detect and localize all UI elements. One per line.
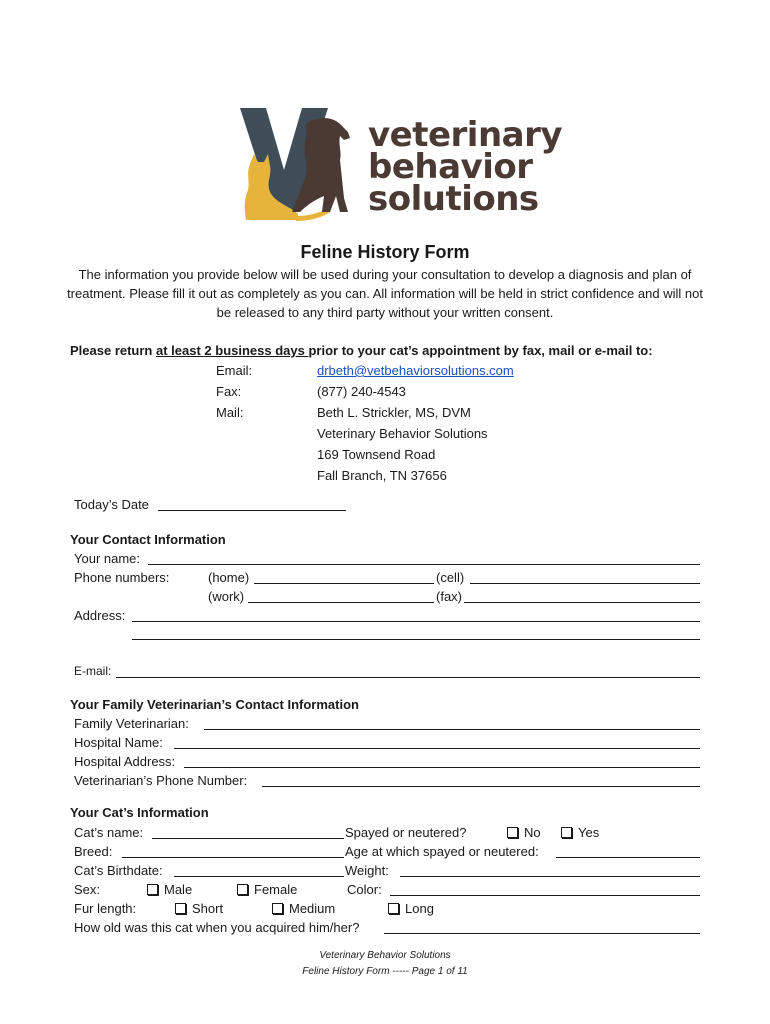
fur-long-label: Long [405, 901, 434, 916]
breed-label: Breed: [74, 844, 113, 859]
return-notice-emphasis: at least 2 business days [156, 343, 309, 358]
birthdate-field[interactable] [174, 876, 344, 877]
return-notice-prefix: Please return [70, 343, 156, 358]
todays-date-field[interactable] [158, 510, 346, 511]
contact-email-label: E-mail: [74, 664, 112, 678]
home-phone-label: (home) [208, 570, 250, 585]
fax-label: Fax: [216, 384, 242, 399]
fur-short-option[interactable] [175, 901, 223, 916]
logo-text-line3: solutions [368, 179, 539, 219]
work-phone-label: (work) [208, 589, 245, 604]
age-spayed-field[interactable] [556, 857, 700, 858]
mail-line: 169 Townsend Road [317, 447, 436, 462]
address-field-line2[interactable] [132, 639, 700, 640]
fur-long-option[interactable] [388, 901, 434, 916]
spayed-no-label: No [524, 825, 541, 840]
logo-text-line1: veterinary [368, 115, 563, 155]
fur-medium-option[interactable] [272, 901, 335, 916]
phone-numbers-label: Phone numbers: [74, 570, 170, 585]
return-notice-suffix: prior to your cat’s appointment by fax, mail or e-mail to: [308, 343, 653, 358]
spayed-yes-label: Yes [578, 825, 600, 840]
acquired-age-field[interactable] [384, 933, 700, 934]
weight-field[interactable] [400, 876, 700, 877]
email-link[interactable]: drbeth@vetbehaviorsolutions.com [317, 363, 514, 378]
age-spayed-label: Age at which spayed or neutered: [345, 844, 539, 859]
email-label: Email: [216, 363, 253, 378]
spayed-no-option[interactable] [507, 825, 541, 840]
contact-heading: Your Contact Information [70, 532, 226, 547]
contact-email-field[interactable] [116, 677, 700, 678]
address-field-line1[interactable] [132, 621, 700, 622]
vet-phone-field[interactable] [262, 786, 700, 787]
fur-long-checkbox[interactable] [388, 903, 399, 914]
breed-field[interactable] [122, 857, 344, 858]
family-vet-heading: Your Family Veterinarian’s Contact Information [70, 697, 359, 712]
fur-short-label: Short [192, 901, 224, 916]
sex-label: Sex: [74, 882, 101, 897]
fax-phone-label: (fax) [436, 589, 462, 604]
intro-paragraph: The information you provide below will be used during your consultation to develop a diagnosis and plan of treatment. Please fill it out as completely as you can. All information will be held in strict confidence and will not be released to any third party without your written consent. [67, 267, 703, 320]
sex-male-label: Male [164, 882, 193, 897]
footer-line1: Veterinary Behavior Solutions [319, 950, 451, 961]
color-label: Color: [347, 882, 382, 897]
spayed-yes-checkbox[interactable] [561, 827, 572, 838]
fax-phone-field[interactable] [464, 602, 700, 603]
cell-phone-label: (cell) [436, 570, 465, 585]
cat-name-field[interactable] [152, 838, 344, 839]
hospital-name-field[interactable] [174, 748, 700, 749]
form-title: Feline History Form [300, 242, 470, 262]
hospital-name-label: Hospital Name: [74, 735, 163, 750]
weight-label: Weight: [345, 863, 389, 878]
spayed-yes-option[interactable] [561, 825, 599, 840]
family-vet-field[interactable] [204, 729, 700, 730]
acquired-age-label: How old was this cat when you acquired him/her? [74, 920, 360, 935]
birthdate-label: Cat’s Birthdate: [74, 863, 163, 878]
mail-line: Beth L. Strickler, MS, DVM [317, 405, 471, 420]
cat-info-heading: Your Cat’s Information [70, 805, 209, 820]
logo-text-line2: behavior [368, 147, 533, 187]
return-notice [70, 343, 653, 358]
your-name-field[interactable] [148, 564, 700, 565]
your-name-label: Your name: [74, 551, 141, 566]
family-vet-label: Family Veterinarian: [74, 716, 189, 731]
home-phone-field[interactable] [254, 583, 434, 584]
fur-medium-checkbox[interactable] [272, 903, 283, 914]
cell-phone-field[interactable] [470, 583, 700, 584]
fur-short-checkbox[interactable] [175, 903, 186, 914]
sex-male-checkbox[interactable] [147, 884, 158, 895]
hospital-address-field[interactable] [184, 767, 700, 768]
cat-name-label: Cat’s name: [74, 825, 144, 840]
fax-number: (877) 240-4543 [317, 384, 406, 399]
sex-female-label: Female [254, 882, 298, 897]
sex-female-checkbox[interactable] [237, 884, 248, 895]
fur-medium-label: Medium [289, 901, 336, 916]
spayed-no-checkbox[interactable] [507, 827, 518, 838]
spayed-label: Spayed or neutered? [345, 825, 467, 840]
mail-label: Mail: [216, 405, 244, 420]
fur-length-label: Fur length: [74, 901, 137, 916]
mail-line: Veterinary Behavior Solutions [317, 426, 488, 441]
color-field[interactable] [390, 895, 700, 896]
logo-mark-icon [236, 104, 362, 224]
mail-line: Fall Branch, TN 37656 [317, 468, 447, 483]
hospital-address-label: Hospital Address: [74, 754, 176, 769]
work-phone-field[interactable] [248, 602, 434, 603]
vet-phone-label: Veterinarian’s Phone Number: [74, 773, 248, 788]
todays-date-label: Today’s Date [74, 497, 149, 512]
sex-male-option[interactable] [147, 882, 192, 897]
footer-page-number: Feline History Form ----- Page 1 of 11 [302, 966, 468, 977]
address-label: Address: [74, 608, 126, 623]
sex-female-option[interactable] [237, 882, 297, 897]
